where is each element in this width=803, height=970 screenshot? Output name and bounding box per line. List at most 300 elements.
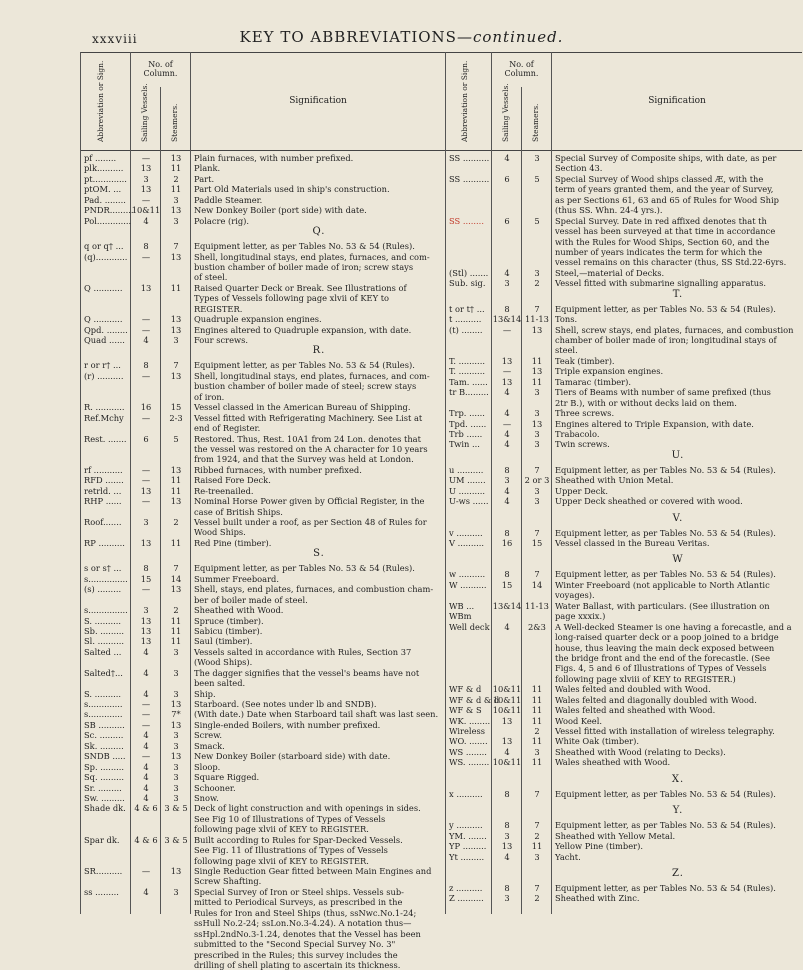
table-row [84,876,442,886]
signification: steel. [555,345,578,356]
table-left-border [80,52,81,914]
table-row [84,465,442,475]
steamers-column: 14 [170,573,182,584]
sailing-column: 13 [140,184,152,195]
signification: Tiers of Beams with number of same prefixed (thus [555,387,771,398]
steamers-column: 11 [531,684,543,695]
sailing-column: — [141,699,151,709]
signification: Steel,—material of Decks. [555,267,665,278]
signification: Wood Ships. [194,527,246,538]
sailing-column: 3 [504,830,510,841]
signification: Plank. [194,163,221,174]
steamers-column: 2 [173,605,179,616]
table-row [84,507,442,517]
steamers-column: 11 [170,475,182,486]
signification: (thus SS. Whn. 24-4 yrs.). [555,205,663,216]
table-row [84,605,442,615]
section-letter: T. [672,288,684,300]
sailing-column: 4 & 6 [134,834,158,845]
steamers-column: 7 [173,563,179,574]
sailing-column: 8 [143,360,149,371]
sailing-column: — [141,475,151,486]
sailing-column: 6 [143,433,149,444]
table-row [449,237,801,247]
table-row [84,626,442,636]
table-row [84,293,442,303]
abbreviation: Pol............. [84,215,132,226]
abbreviation: t .......... [449,314,482,325]
steamers-column: 11 [170,615,182,626]
steamers-column: 3 [534,267,540,278]
steamers-column: 3 [173,667,179,678]
signification: number of years indicates the term for which the [555,246,763,257]
sailing-column: — [502,324,512,335]
signification: Equipment letter, as per Tables No. 53 & 54 (Rules). [555,303,776,314]
signification: See Fig 10 of Illustrations of Types of Vessels [194,813,386,824]
signification: from 1924, and that the Survey was held at London. [194,454,414,465]
signification: Ship. [194,688,216,699]
steamers-column: 13 [170,496,182,507]
signification: REGISTER. [194,303,243,314]
left-header-abbrev: Abbreviation or Sign. [96,60,105,142]
sailing-column: 4 [504,153,510,163]
abbreviation: s............. [84,699,123,709]
steamers-column: 11 [170,636,182,647]
signification: Wales sheathed with Wood. [555,757,671,768]
left-header-no-column: No. of Column. [143,60,178,78]
abbreviation: S. .......... [84,688,122,699]
abbreviation: Well deck [449,621,490,632]
sailing-column: 8 [143,563,149,574]
table-row [449,601,801,611]
abbreviation: z .......... [449,882,483,893]
table-row [84,647,442,657]
steamers-column: 5 [534,173,540,184]
abbreviation: R. ........... [84,402,125,413]
signification: been salted. [194,678,246,689]
steamers-column: 11 [170,184,182,195]
table-row [449,611,801,621]
signification: Engines altered to Triple Expansion, with date. [555,418,754,429]
abbreviation: Salted ... [84,646,122,657]
table-row [84,699,442,709]
sailing-column: 10&11 [492,694,522,705]
table-row [449,789,801,799]
signification: Spruce (timber). [194,615,264,626]
sailing-column: 4 [504,428,510,439]
abbreviation: YM. ....... [449,830,487,841]
sailing-column: 4 [504,621,510,632]
steamers-column: 3 [534,485,540,496]
steamers-column: 15 [531,538,543,548]
sailing-column: — [141,194,151,205]
sailing-column: 4 [143,761,149,772]
signification: ber of boiler made of steel. [194,594,308,605]
section-letter: S. [313,548,325,560]
steamers-column: 7 [534,569,540,580]
signification: Re-treenailed. [194,485,254,496]
abbreviation: ss ......... [84,886,119,897]
signification: Screw. [194,730,222,741]
abbreviation: T. .......... [449,355,485,366]
abbreviation: r or r† ... [84,360,121,371]
signification: ssHull No.2-24; ssLon.No.3-4.24). A notation thus— [194,918,412,929]
table-row [84,762,442,772]
table-row [449,841,801,851]
abbreviation: Sw. ......... [84,792,125,803]
steamers-column: 3 [534,153,540,163]
abbreviation: Sr. ......... [84,782,122,793]
table-row [84,929,442,939]
signification: following page xlvii of KEY to REGISTER. [194,824,369,835]
table-row [84,174,442,184]
steamers-column: 13 [170,251,182,262]
sailing-column: 8 [504,527,510,538]
sailing-column: 4 [143,730,149,741]
steamers-column: 3 [534,428,540,439]
table-row [84,527,442,537]
table-row [84,563,442,573]
sailing-column: 4 [143,215,149,226]
table-row [449,538,801,548]
sailing-column: 13 [140,615,152,626]
signification: Twin screws. [555,439,610,450]
signification: Restored. Thus, Rest. 10A1 from 24 Lon. denotes that [194,433,421,444]
sailing-column: — [141,370,151,381]
table-row [449,486,801,496]
table-row [84,960,442,970]
steamers-column: 3 [173,792,179,803]
steamers-column: 3 [173,740,179,751]
table-row [449,356,801,366]
sailing-column: 4 [143,335,149,345]
sailing-column: 16 [140,402,152,413]
section-letter: W [672,554,684,566]
steamers-column: 11 [170,625,182,636]
signification: White Oak (timber). [555,736,639,747]
steamers-column: 2 or 3 [524,475,550,486]
sailing-column: 10&11 [492,757,522,768]
sailing-column: — [141,751,151,762]
table-row [84,413,442,423]
abbreviation: y .......... [449,820,483,831]
signification: 2tr B.), with or without decks laid on them. [555,397,737,408]
table-row [449,684,801,694]
table-row [449,408,801,418]
abbreviation: s............. [84,709,123,720]
sailing-column: 4 & 6 [134,803,158,814]
sailing-column: 4 [504,746,510,757]
steamers-column: 3 [173,772,179,783]
steamers-column: 3 [534,387,540,398]
abbreviation: Wireless [449,726,485,736]
sailing-column: 4 [504,439,510,450]
signification: Schooner. [194,782,236,793]
abbreviation: u .......... [449,464,484,475]
signification: Types of Vessels following page xlvii of KEY to [194,293,390,304]
steamers-column: 3 [534,746,540,757]
steamers-column: 3 [173,335,179,345]
steamers-column: 3 [173,646,179,657]
abbreviation: Spar dk. [84,834,120,845]
signification: Raised Quarter Deck or Break. See Illustrations of [194,282,407,293]
steamers-column: 13 [531,324,543,335]
table-row [84,772,442,782]
sailing-column: 13 [140,625,152,636]
sailing-column: — [141,251,151,262]
signification: Water Ballast, with particulars. (See illustration on [555,600,770,611]
steamers-column: 7 [534,820,540,831]
signification: Wales felted and diagonally doubled with Wood. [555,694,757,705]
signification: Wales felted and doubled with Wood. [555,684,711,695]
steamers-column: 11 [531,355,543,366]
steamers-column: 13 [170,153,182,163]
signification: Starboard. (See notes under lb and SNDB). [194,699,377,709]
sailing-column: 4 [143,646,149,657]
signification: Nominal Horse Power given by Official Register, in the [194,496,425,507]
steamers-column: 3 [173,730,179,741]
signification: Vessel classed in the American Bureau of Shipping. [194,402,411,413]
steamers-column: 7 [173,360,179,371]
steamers-column: 3 [534,496,540,507]
table-row [84,163,442,173]
abbreviation: SNDB ..... [84,751,126,762]
signification: Part Old Materials used in ship's construction. [194,184,390,195]
table-row [449,590,801,600]
table-row [84,434,442,444]
abbreviation: WF & S [449,705,482,716]
signification: Plain furnaces, with number prefixed. [194,153,354,163]
signification: Quadruple expansion engines. [194,314,322,325]
sailing-column: 10&11 [492,684,522,695]
right-header-abbrev: Abbreviation or Sign. [460,60,469,142]
abbreviation: SR.......... [84,866,123,876]
table-row [449,831,801,841]
steamers-column: 2-3 [169,412,183,423]
section-letter: Z. [672,867,684,879]
signification: Equipment letter, as per Tables No. 53 & 54 (Rules). [194,241,415,252]
table-row [449,304,801,314]
sailing-column: 13 [501,376,513,387]
signification: New Donkey Boiler (starboard side) with date. [194,751,391,762]
sailing-column: 8 [504,569,510,580]
sailing-column: 3 [504,893,510,904]
abbreviation: RFD ....... [84,475,124,486]
steamers-column: 7 [534,303,540,314]
table-row [449,419,801,429]
table-row [449,883,801,893]
abbreviation: WO. ....... [449,736,488,747]
sailing-column: 13 [140,485,152,496]
table-row [449,705,801,715]
signification: The dagger signifies that the vessel's beams have not [194,667,420,678]
sailing-column: 6 [504,173,510,184]
section-letter: X. [671,773,685,785]
table-row [84,918,442,928]
table-row [449,695,801,705]
table-row [84,741,442,751]
abbreviation: Sq. ......... [84,772,125,783]
abbreviation: Ref.Mchy [84,412,124,423]
steamers-column: 13 [170,584,182,595]
table-row [84,153,442,163]
steamers-column: 3 [173,194,179,205]
abbreviation: tr B......... [449,387,489,398]
table-row [84,423,442,433]
table-row [84,730,442,740]
signification: Equipment letter, as per Tables No. 53 & 54 (Rules). [555,527,776,538]
table-row [449,398,801,408]
table-row [84,402,442,412]
steamers-column: 11 [170,537,182,548]
signification: Triple expansion engines. [555,366,664,377]
signification: Sheathed with Zinc. [555,893,640,904]
steamers-column: 11 [531,841,543,852]
abbreviation: YP ......... [449,841,487,852]
abbreviation: Sl. .......... [84,636,124,647]
signification: Equipment letter, as per Tables No. 53 & 54 (Rules). [555,820,776,831]
table-row [84,720,442,730]
sailing-column: — [502,366,512,377]
signification: Sabicu (timber). [194,625,263,636]
signification: Vessels salted in accordance with Rules, Section 37 [194,646,412,657]
section-letter: Q. [312,226,326,238]
page-header [0,28,803,50]
signification: Wood Keel. [555,715,602,726]
signification: Deck of light construction and with openings in sides. [194,803,421,814]
steamers-column: 3 & 5 [164,834,188,845]
abbreviation: U-ws ...... [449,496,489,507]
abbreviation: Q ........... [84,314,123,325]
left-header-signification: Signification [289,96,347,106]
steamers-column: 14 [531,579,543,590]
signification: Single-ended Boilers, with number prefixed. [194,719,381,730]
steamers-column: 11 [170,163,182,174]
table-row [449,345,801,355]
abbreviation: s............... [84,605,128,616]
abbreviation: s............... [84,573,128,584]
table-row [84,887,442,897]
signification: house, thus leaving the main deck exposed between [555,642,775,653]
sailing-column: 10&11 [492,705,522,716]
signification: Sheathed with Wood. [194,605,284,616]
steamers-column: 13 [170,866,182,876]
sailing-column: 15 [140,573,152,584]
section-letter: R. [312,345,326,357]
signification: Ribbed furnaces, with number prefixed. [194,464,362,475]
table-row [449,314,801,324]
signification: Shell, longitudinal stays, end plates, furnaces, and com- [194,370,430,381]
table-row [449,335,801,345]
abbreviation: WS. ........ [449,757,490,768]
page-title [0,28,803,46]
table-row [449,163,801,173]
table-row [84,939,442,949]
table-row [449,528,801,538]
table-row [84,803,442,813]
table-row [84,783,442,793]
steamers-column: 5 [534,215,540,226]
sailing-column: 16 [501,538,513,548]
table-row [449,429,801,439]
table-row [84,304,442,314]
abbreviation: Salted†... [84,667,123,678]
steamers-column: 13 [531,418,543,429]
steamers-column: 11 [531,376,543,387]
sailing-column: 4 [504,851,510,862]
abbreviation: t or t† ... [449,303,485,314]
steamers-column: 7 [534,464,540,475]
signification: Shell, screw stays, end plates, furnaces, and combustion [555,324,794,335]
table-row [84,381,442,391]
table-row [84,866,442,876]
table-row [84,454,442,464]
steamers-column: 15 [170,402,182,413]
table-row [84,517,442,527]
steamers-column: 3 [173,215,179,226]
sailing-column: 3 [143,605,149,616]
table-row [449,663,801,673]
table-row [84,897,442,907]
table-row [84,835,442,845]
signification: Sloop. [194,761,221,772]
signification: of iron. [194,391,225,402]
signification: mitted to Periodical Surveys, as prescribed in the [194,897,403,908]
sailing-column: — [141,314,151,325]
sailing-column: 4 [143,782,149,793]
table-row [449,195,801,205]
sailing-column: 8 [504,788,510,799]
abbreviation: WF & d [449,684,482,695]
signification: Teak (timber). [555,355,615,366]
table-row [84,262,442,272]
signification: voyages). [555,590,595,601]
abbreviation: WF & d & d [449,694,500,705]
abbreviation: Quad ...... [84,335,125,345]
signification: long-raised quarter deck or a poop joined to a bridge [555,632,779,643]
left-column-entries [84,153,442,970]
abbreviation: V .......... [449,538,485,548]
center-divider [445,52,446,914]
sailing-column: 8 [504,882,510,893]
signification: Screw Shafting. [194,876,262,887]
sailing-column: 13 [140,537,152,548]
steamers-column: 13 [170,205,182,216]
table-row [449,757,801,767]
signification: Trabacolo. [555,428,600,439]
right-header-steamers: Steamers. [531,103,540,142]
sailing-column: — [141,866,151,876]
steamers-column: 13 [170,370,182,381]
steamers-column: 13 [170,464,182,475]
signification: (With date.) Date when Starboard tail shaft was last seen. [194,709,439,720]
signification: Winter Freeboard (not applicable to North Atlantic [555,579,770,590]
sailing-column: 4 [143,886,149,897]
signification: Wales felted and sheathed with Wood. [555,705,716,716]
table-row [84,195,442,205]
signification: submitted to the "Second Special Survey No. 3" [194,939,396,950]
table-row [449,174,801,184]
steamers-column: 13 [170,314,182,325]
table-row [449,465,801,475]
table-row [84,793,442,803]
title-suffix: —continued. [456,28,564,46]
abbreviation: Roof....... [84,517,122,527]
signification: the bridge front and the end of the forecastle. (See [555,652,770,663]
steamers-column: 2 [534,893,540,904]
sailing-column: 4 [504,387,510,398]
steamers-column: 7 [534,882,540,893]
